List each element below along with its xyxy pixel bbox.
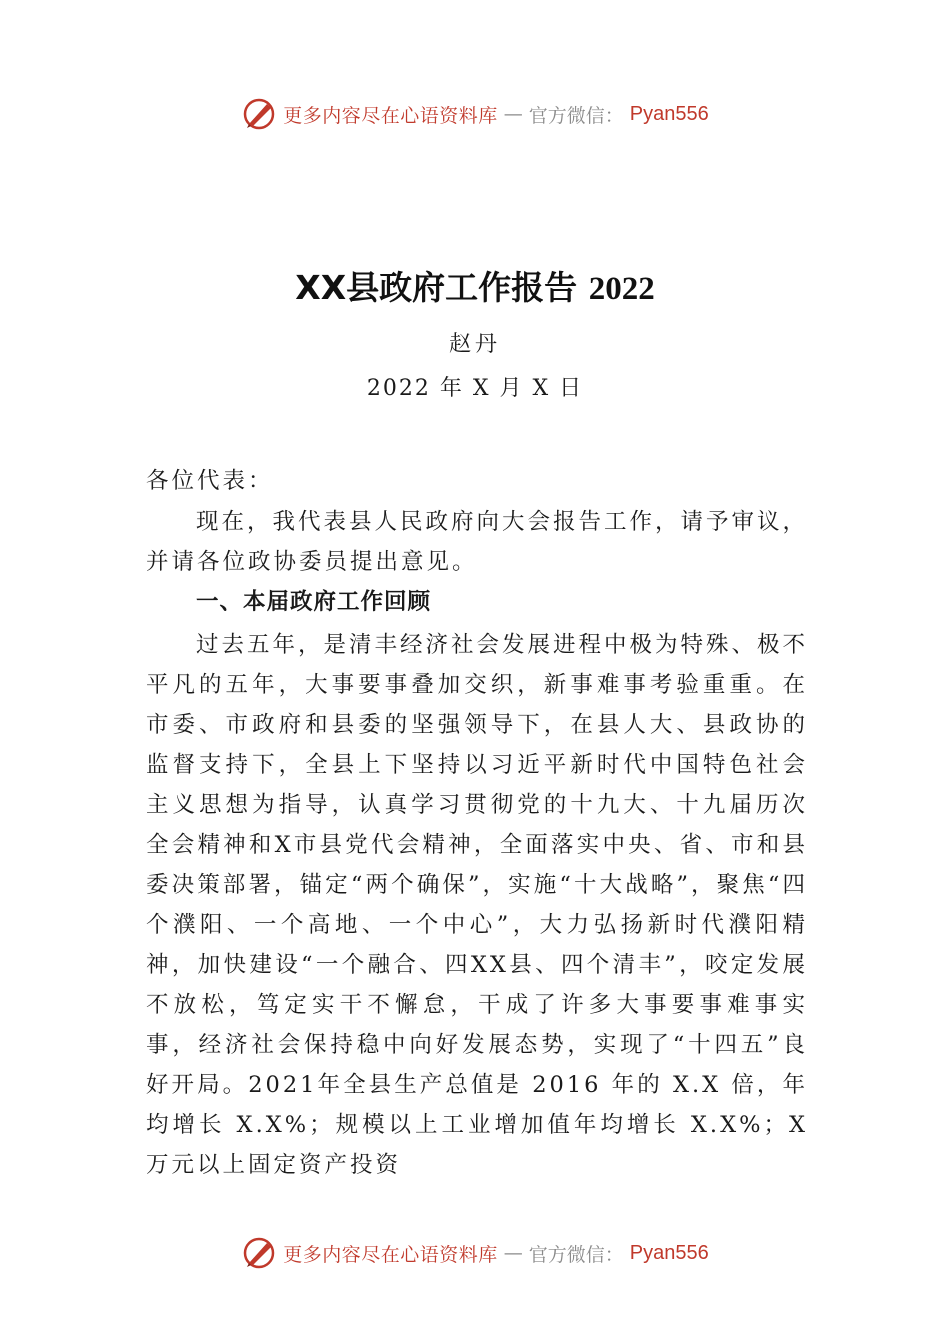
- footer-watermark-banner: [0, 1233, 950, 1273]
- document-title-text: XX县政府工作报告: [295, 268, 578, 307]
- document-title-year: 2022: [588, 271, 655, 307]
- banner-slogan: 更多内容尽在心语资料库: [283, 1243, 498, 1266]
- banner-separator: —: [503, 1242, 523, 1264]
- banner-wechat-id: Pyan556: [629, 102, 709, 125]
- banner-wechat-id: Pyan556: [629, 1241, 709, 1264]
- document-date: 2022 年 X 月 X 日: [366, 376, 584, 401]
- banner-contact-label: 官方微信：: [528, 1243, 624, 1266]
- banner-slogan: 更多内容尽在心语资料库: [283, 104, 498, 127]
- section-heading: 一、本届政府工作回顾: [196, 589, 432, 615]
- header-watermark-banner: [0, 94, 950, 134]
- pen-logo-icon: [241, 1235, 277, 1271]
- intro-paragraph: 现在，我代表县人民政府向大会报告工作，请予审议，并请各位政协委员提出意见。: [146, 509, 809, 575]
- document-author: 赵丹: [448, 332, 501, 357]
- greeting-paragraph: 各位代表：: [146, 468, 274, 494]
- pen-logo-icon: [241, 96, 277, 132]
- document-title: [0, 262, 950, 309]
- banner-contact-label: 官方微信：: [528, 104, 624, 127]
- section-body-paragraph: 过去五年，是清丰经济社会发展进程中极为特殊、极不平凡的五年，大事要事叠加交织，新事难事考验重重。在市委、市政府和县委的坚强领导下，在县人大、县政协的监督支持下，全县上下坚持以习近平新时代中国特色社会主义思想为指导，认真学习贯彻党的十九大、十九届历次全会精神和X市县党代会精神，全面落实中央、省、市和县委决策部署，锚定“两个确保”，实施“十大战略”，聚焦“四个濮阳、一个高地、一个中心”，大力弘扬新时代濮阳精神，加快建设“一个融合、四XX县、四个清丰”，咬定发展不放松，笃定实干不懈怠，干成了许多大事要事难事实事，经济社会保持稳中向好发展态势，实现了“十四五”良好开局。2021年全县生产总值是 2016 年的 X.X 倍，年均增长 X.X%；规模以上工业增加值年均增长 X.X%；X 万元以上固定资产投资: [146, 632, 809, 1178]
- banner-separator: —: [503, 103, 523, 125]
